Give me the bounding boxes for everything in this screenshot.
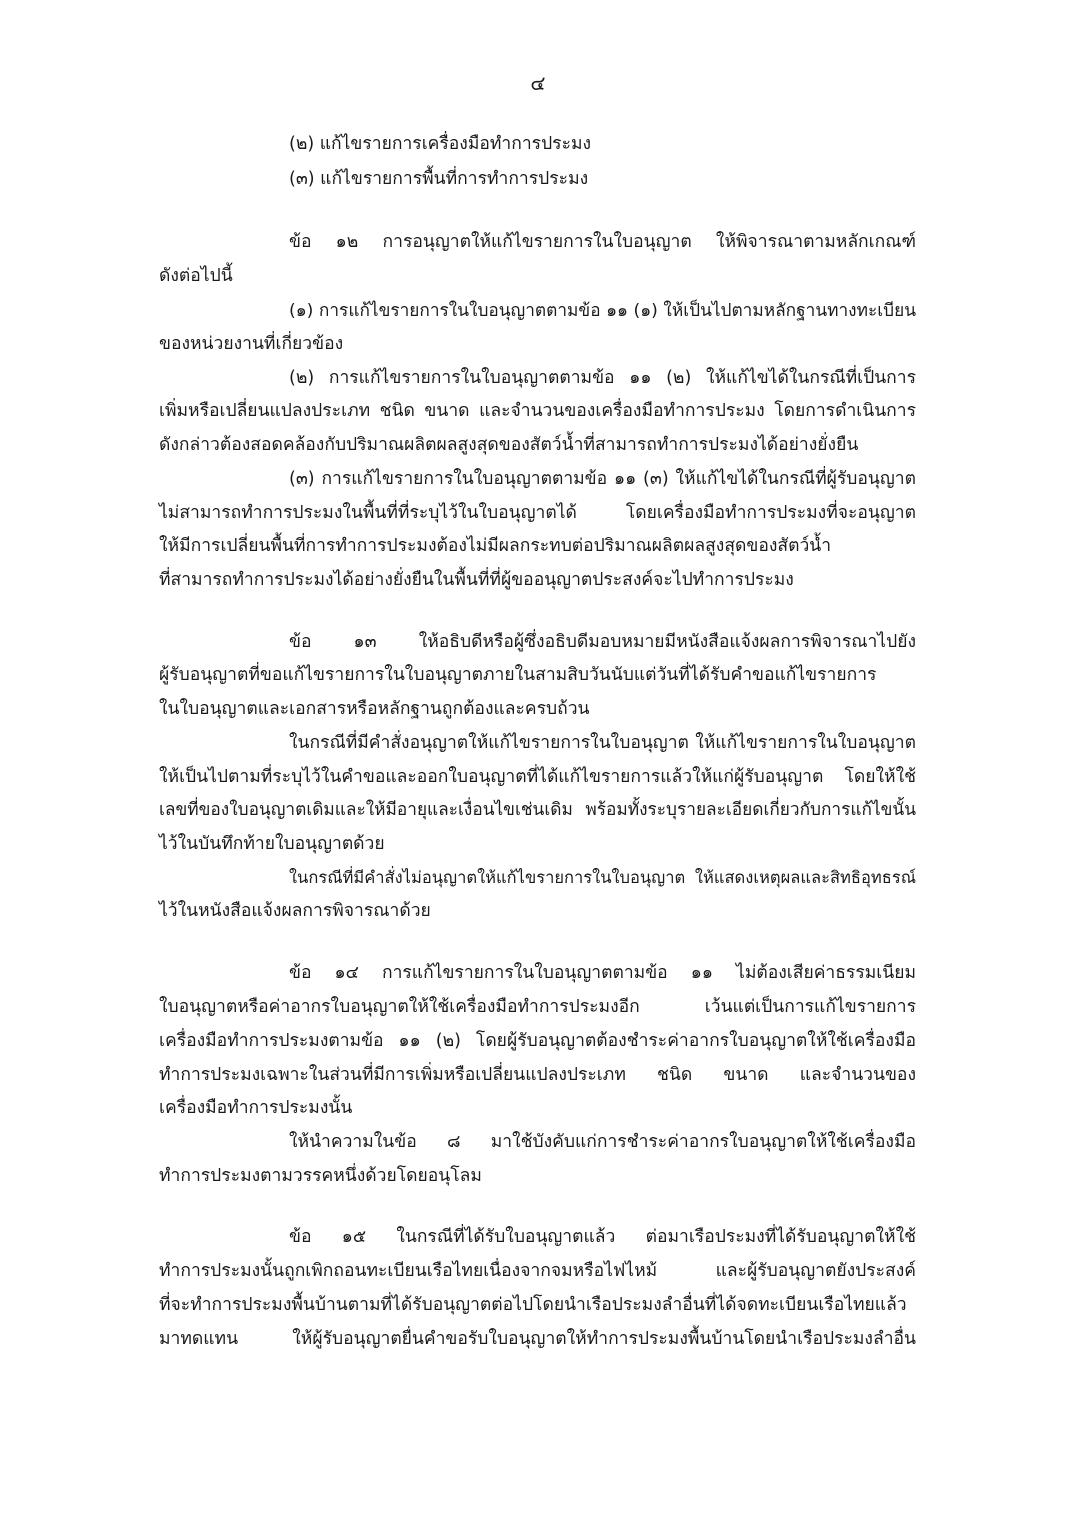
page-number: ๔ <box>530 71 546 95</box>
clause-12-heading-line: ข้อ ๑๒ การอนุญาตให้แก้ไขรายการในใบอนุญาต ให้พิจารณาตามหลักเกณฑ์ <box>289 232 916 252</box>
text-line: (๓) การแก้ไขรายการในใบอนุญาตตามข้อ ๑๑ (๓) ให้แก้ไขได้ในกรณีที่ผู้รับอนุญาต <box>289 469 916 489</box>
clause-15-heading-line: ข้อ ๑๕ ในกรณีที่ได้รับใบอนุญาตแล้ว ต่อมาเรือประมงที่ได้รับอนุญาตให้ใช้ <box>289 1227 916 1247</box>
text-line: ไว้ในหนังสือแจ้งผลการพิจารณาด้วย <box>159 901 431 921</box>
text-line: เพิ่มหรือเปลี่ยนแปลงประเภท ชนิด ขนาด และจำนวนของเครื่องมือทำการประมง โดยการดำเนินการ <box>159 401 916 421</box>
text-line: ในใบอนุญาตและเอกสารหรือหลักฐานถูกต้องและครบถ้วน <box>159 699 590 719</box>
text-line: เลขที่ของใบอนุญาตเดิมและให้มีอายุและเงื่อนไขเช่นเดิม พร้อมทั้งระบุรายละเอียดเกี่ยวกับการแก้ไขนั้น <box>159 800 916 820</box>
text-line: ดังต่อไปนี้ <box>159 266 233 286</box>
text-line: (๑) การแก้ไขรายการในใบอนุญาตตามข้อ ๑๑ (๑) ให้เป็นไปตามหลักฐานทางทะเบียน <box>289 301 916 321</box>
text-line: ของหน่วยงานที่เกี่ยวข้อง <box>159 334 344 354</box>
text-line: เครื่องมือทำการประมงตามข้อ ๑๑ (๒) โดยผู้รับอนุญาตต้องชำระค่าอากรใบอนุญาตให้ใช้เครื่องมือ <box>159 1031 916 1051</box>
text-line: (๒) แก้ไขรายการเครื่องมือทำการประมง <box>289 134 592 154</box>
clause-13-heading-line: ข้อ ๑๓ ให้อธิบดีหรือผู้ซึ่งอธิบดีมอบหมายมีหนังสือแจ้งผลการพิจารณาไปยัง <box>289 632 916 652</box>
text-line: ไม่สามารถทำการประมงในพื้นที่ที่ระบุไว้ในใบอนุญาตได้ โดยเครื่องมือทำการประมงที่จะอนุญาต <box>159 503 916 523</box>
text-line: ที่จะทำการประมงพื้นบ้านตามที่ได้รับอนุญาตต่อไปโดยนำเรือประมงลำอื่นที่ได้จดทะเบียนเรือไทยแล้ว <box>159 1295 907 1315</box>
text-line: ดังกล่าวต้องสอดคล้องกับปริมาณผลิตผลสูงสุดของสัตว์น้ำที่สามารถทำการประมงได้อย่างยั่งยืน <box>159 435 859 455</box>
text-line: ทำการประมงตามวรรคหนึ่งด้วยโดยอนุโลม <box>159 1166 482 1186</box>
text-line: ใบอนุญาตหรือค่าอากรใบอนุญาตให้ใช้เครื่องมือทำการประมงอีก เว้นแต่เป็นการแก้ไขรายการ <box>159 997 916 1017</box>
text-line: ผู้รับอนุญาตที่ขอแก้ไขรายการในใบอนุญาตภายในสามสิบวันนับแต่วันที่ได้รับคำขอแก้ไขรายการ <box>159 665 877 685</box>
text-line: ที่สามารถทำการประมงได้อย่างยั่งยืนในพื้นที่ที่ผู้ขออนุญาตประสงค์จะไปทำการประมง <box>159 570 794 590</box>
clause-14-heading-line: ข้อ ๑๔ การแก้ไขรายการในใบอนุญาตตามข้อ ๑๑ ไม่ต้องเสียค่าธรรมเนียม <box>289 963 916 983</box>
text-line: (๒) การแก้ไขรายการในใบอนุญาตตามข้อ ๑๑ (๒) ให้แก้ไขได้ในกรณีที่เป็นการ <box>289 368 916 388</box>
text-line: ให้นำความในข้อ ๘ มาใช้บังคับแก่การชำระค่าอากรใบอนุญาตให้ใช้เครื่องมือ <box>289 1132 916 1152</box>
text-line: มาทดแทน ให้ผู้รับอนุญาตยื่นคำขอรับใบอนุญาตให้ทำการประมงพื้นบ้านโดยนำเรือประมงลำอื่น <box>159 1329 916 1349</box>
text-line: ทำการประมงนั้นถูกเพิกถอนทะเบียนเรือไทยเนื่องจากจมหรือไฟไหม้ และผู้รับอนุญาตยังประสงค์ <box>159 1261 916 1281</box>
text-line: ทำการประมงเฉพาะในส่วนที่มีการเพิ่มหรือเปลี่ยนแปลงประเภท ชนิด ขนาด และจำนวนของ <box>159 1065 916 1085</box>
text-line: (๓) แก้ไขรายการพื้นที่การทำการประมง <box>289 169 589 189</box>
text-line: ในกรณีที่มีคำสั่งไม่อนุญาตให้แก้ไขรายการในใบอนุญาต ให้แสดงเหตุผลและสิทธิอุทธรณ์ <box>289 868 916 887</box>
text-line: เครื่องมือทำการประมงนั้น <box>159 1098 353 1118</box>
text-line: ไว้ในบันทึกท้ายใบอนุญาตด้วย <box>159 834 385 854</box>
text-line: ในกรณีที่มีคำสั่งอนุญาตให้แก้ไขรายการในใบอนุญาต ให้แก้ไขรายการในใบอนุญาต <box>289 733 916 753</box>
text-line: ให้เป็นไปตามที่ระบุไว้ในคำขอและออกใบอนุญาตที่ได้แก้ไขรายการแล้วให้แก่ผู้รับอนุญาต โดยให้ใช้ <box>159 767 916 787</box>
text-line: ให้มีการเปลี่ยนพื้นที่การทำการประมงต้องไม่มีผลกระทบต่อปริมาณผลิตผลสูงสุดของสัตว์น้ำ <box>159 536 832 556</box>
